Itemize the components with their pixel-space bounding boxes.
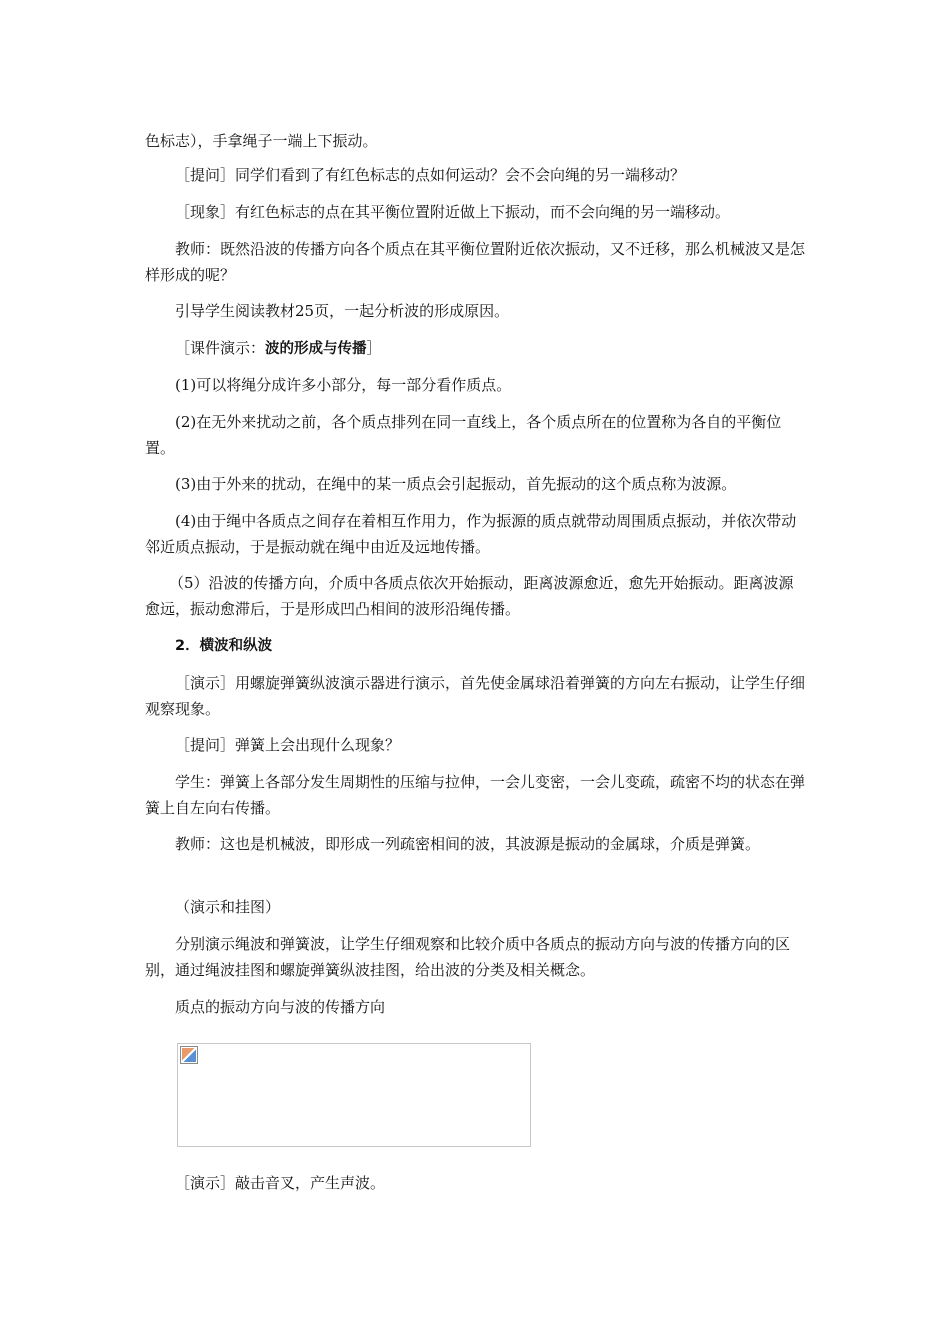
list-item: (4)由于绳中各质点之间存在着相互作用力，作为振源的质点就带动周围质点振动，并依次带动邻近质点振动，于是振动就在绳中由近及远地传播。 bbox=[145, 512, 797, 556]
paragraph: 色标志），手拿绳子一端上下振动。 bbox=[145, 132, 378, 150]
paragraph: ［演示］敲击音叉，产生声波。 bbox=[175, 1174, 386, 1192]
paragraph: 学生：弹簧上各部分发生周期性的压缩与拉伸，一会儿变密，一会儿变疏，疏密不均的状态在弹簧上自左向右传播。 bbox=[145, 773, 806, 817]
paragraph: ［提问］同学们看到了有红色标志的点如何运动？会不会向绳的另一端移动？ bbox=[175, 166, 686, 184]
paragraph: 教师：这也是机械波，即形成一列疏密相间的波，其波源是振动的金属球，介质是弹簧。 bbox=[175, 835, 761, 853]
paragraph: 质点的振动方向与波的传播方向 bbox=[175, 998, 386, 1016]
image-placeholder bbox=[177, 1043, 531, 1147]
list-item: （5）沿波的传播方向，介质中各质点依次开始振动，距离波源愈近，愈先开始振动。距离波源愈远，振动愈滞后，于是形成凹凸相间的波形沿绳传播。 bbox=[145, 574, 794, 618]
broken-image-icon bbox=[180, 1046, 198, 1064]
paragraph: 引导学生阅读教材25页，一起分析波的形成原因。 bbox=[175, 302, 510, 320]
section-heading: 2．横波和纵波 bbox=[175, 638, 273, 654]
paragraph: （演示和挂图） bbox=[175, 898, 281, 916]
paragraph: ［现象］有红色标志的点在其平衡位置附近做上下振动，而不会向绳的另一端移动。 bbox=[175, 203, 731, 221]
courseware-suffix: ］ bbox=[366, 339, 382, 357]
paragraph: 分别演示绳波和弹簧波，让学生仔细观察和比较介质中各质点的振动方向与波的传播方向的区别，通过绳波挂图和螺旋弹簧纵波挂图，给出波的分类及相关概念。 bbox=[145, 935, 791, 979]
courseware-prefix: ［课件演示： bbox=[175, 339, 266, 357]
paragraph: 教师：既然沿波的传播方向各个质点在其平衡位置附近依次振动，又不迁移，那么机械波又是怎样形成的呢？ bbox=[145, 240, 806, 284]
paragraph: ［提问］弹簧上会出现什么现象？ bbox=[175, 736, 401, 754]
courseware-line bbox=[145, 335, 807, 362]
courseware-title: 波的形成与传播 bbox=[265, 341, 367, 357]
paragraph: ［演示］用螺旋弹簧纵波演示器进行演示，首先使金属球沿着弹簧的方向左右振动，让学生仔细观察现象。 bbox=[145, 674, 806, 718]
list-item: (3)由于外来的扰动，在绳中的某一质点会引起振动，首先振动的这个质点称为波源。 bbox=[175, 475, 737, 493]
list-item: (2)在无外来扰动之前，各个质点排列在同一直线上，各个质点所在的位置称为各自的平衡位置。 bbox=[145, 413, 782, 457]
list-item: (1)可以将绳分成许多小部分，每一部分看作质点。 bbox=[175, 376, 512, 394]
